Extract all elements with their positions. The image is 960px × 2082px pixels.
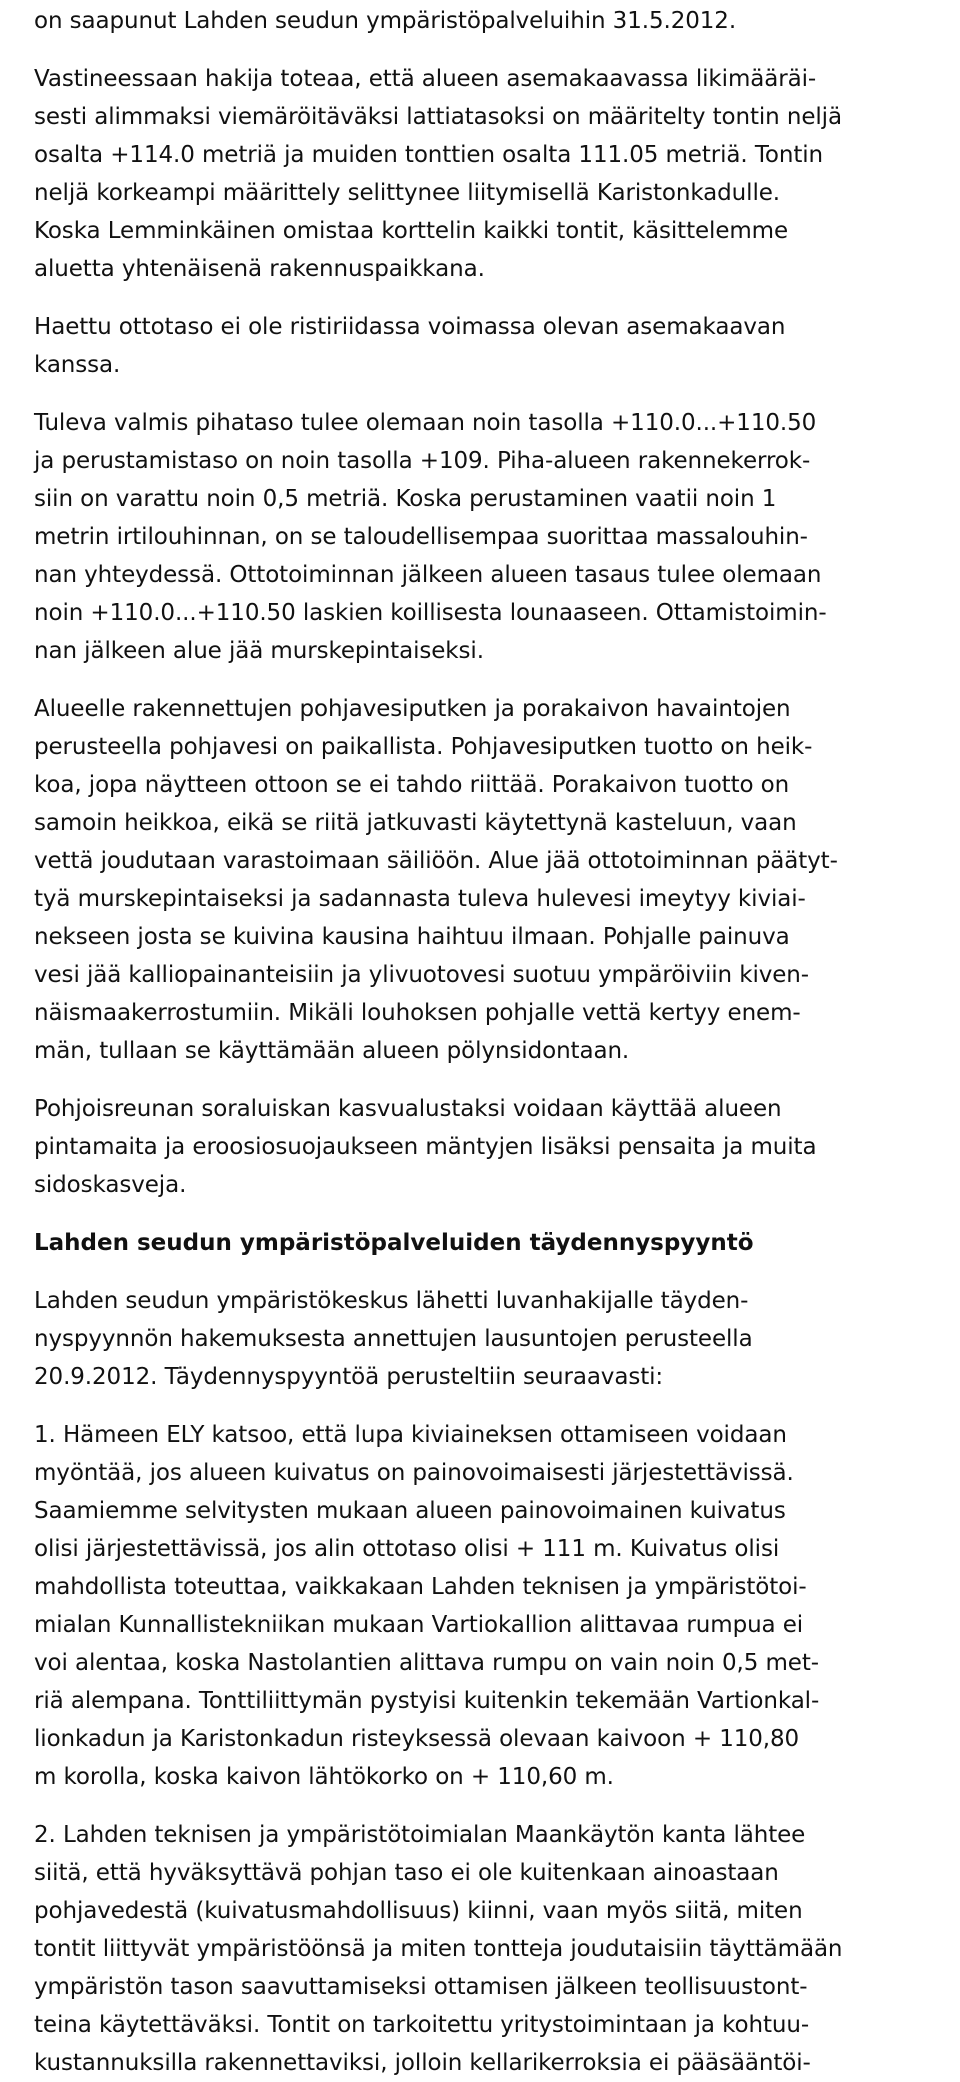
text-line: noin +110.0...+110.50 laskien koillisesta lounaaseen. Ottamistoimin-: [34, 600, 827, 626]
text-line: metrin irtilouhinnan, on se taloudellisempaa suorittaa massalouhin-: [34, 524, 808, 550]
text-line: tyä murskepintaiseksi ja sadannasta tuleva hulevesi imeytyy kiviai-: [34, 886, 806, 912]
paragraph-continuation: [34, 2, 936, 40]
text-line: Lahden seudun ympäristökeskus lähetti luvanhakijalle täyden-: [34, 1288, 749, 1314]
text-line: nan jälkeen alue jää murskepintaiseksi.: [34, 638, 484, 664]
text-line: sesti alimmaksi viemäröitäväksi lattiatasoksi on määritelty tontin neljä: [34, 104, 842, 130]
text-line: riä alempana. Tonttiliittymän pystyisi kuitenkin tekemään Vartionkal-: [34, 1688, 820, 1714]
text-line: nan yhteydessä. Ottotoiminnan jälkeen alueen tasaus tulee olemaan: [34, 562, 822, 588]
text-line: Saamiemme selvitysten mukaan alueen painovoimainen kuivatus: [34, 1498, 786, 1524]
text-line: 1. Hämeen ELY katsoo, että lupa kiviaineksen ottamiseen voidaan: [34, 1422, 787, 1448]
text-line: kustannuksilla rakennettaviksi, jolloin kellarikerroksia ei pääsääntöi-: [34, 2050, 811, 2076]
text-line: tontit liittyvät ympäristöönsä ja miten tontteja joudutaisiin täyttämään: [34, 1936, 843, 1962]
paragraph-pohjavesi: [34, 690, 936, 1070]
text-line: siitä, että hyväksyttävä pohjan taso ei ole kuitenkaan ainoastaan: [34, 1860, 779, 1886]
paragraph-soraluiska: [34, 1090, 936, 1204]
text-line: Tuleva valmis pihataso tulee olemaan noin tasolla +110.0...+110.50: [34, 410, 817, 436]
paragraph-gap: [34, 1796, 936, 1816]
text-line: Vastineessaan hakija toteaa, että alueen asemakaavassa likimääräi-: [34, 66, 817, 92]
text-line: myöntää, jos alueen kuivatus on painovoimaisesti järjestettävissä.: [34, 1460, 794, 1486]
text-line: vesi jää kalliopainanteisiin ja ylivuotovesi suotuu ympäröiviin kiven-: [34, 962, 809, 988]
paragraph-taydennyspyynto: [34, 1282, 936, 1396]
paragraph-gap: [34, 670, 936, 690]
paragraph-ottotaso: [34, 308, 936, 384]
section-heading: Lahden seudun ympäristöpalveluiden täydennyspyyntö: [34, 1230, 754, 1256]
text-line: olisi järjestettävissä, jos alin ottotaso olisi + 111 m. Kuivatus olisi: [34, 1536, 780, 1562]
text-line: 2. Lahden teknisen ja ympäristötoimialan Maankäytön kanta lähtee: [34, 1822, 806, 1848]
paragraph-gap: [34, 1204, 936, 1224]
paragraph-vastine: [34, 60, 936, 288]
text-line: kanssa.: [34, 352, 121, 378]
text-line: Alueelle rakennettujen pohjavesiputken ja porakaivon havaintojen: [34, 696, 791, 722]
text-line: osalta +114.0 metriä ja muiden tonttien osalta 111.05 metriä. Tontin: [34, 142, 824, 168]
text-line: lionkadun ja Karistonkadun risteyksessä olevaan kaivoon + 110,80: [34, 1726, 800, 1752]
text-line: 20.9.2012. Täydennyspyyntöä perusteltiin seuraavasti:: [34, 1364, 664, 1390]
text-line: näismaakerrostumiin. Mikäli louhoksen pohjalle vettä kertyy enem-: [34, 1000, 801, 1026]
paragraph-item-1: [34, 1416, 936, 1796]
text-line: nyspyynnön hakemuksesta annettujen lausuntojen perusteella: [34, 1326, 753, 1352]
text-line: m korolla, koska kaivon lähtökorko on + 110,60 m.: [34, 1764, 614, 1790]
text-line: pohjavedestä (kuivatusmahdollisuus) kiinni, vaan myös siitä, miten: [34, 1898, 803, 1924]
paragraph-gap: [34, 1396, 936, 1416]
paragraph-gap: [34, 1262, 936, 1282]
paragraph-gap: [34, 1070, 936, 1090]
text-line: on saapunut Lahden seudun ympäristöpalveluihin 31.5.2012.: [34, 8, 737, 34]
text-line: samoin heikkoa, eikä se riitä jatkuvasti käytettynä kasteluun, vaan: [34, 810, 797, 836]
text-line: Haettu ottotaso ei ole ristiriidassa voimassa olevan asemakaavan: [34, 314, 786, 340]
text-line: vettä joudutaan varastoimaan säiliöön. Alue jää ottotoiminnan päätyt-: [34, 848, 838, 874]
text-line: voi alentaa, koska Nastolantien alittava rumpu on vain noin 0,5 met-: [34, 1650, 819, 1676]
text-line: nekseen josta se kuivina kausina haihtuu ilmaan. Pohjalle painuva: [34, 924, 790, 950]
text-line: siin on varattu noin 0,5 metriä. Koska perustaminen vaatii noin 1: [34, 486, 777, 512]
paragraph-pihataso: [34, 404, 936, 670]
text-line: ja perustamistaso on noin tasolla +109. Piha-alueen rakennekerrok-: [34, 448, 811, 474]
text-line: aluetta yhtenäisenä rakennuspaikkana.: [34, 256, 485, 282]
text-line: pintamaita ja eroosiosuojaukseen mäntyjen lisäksi pensaita ja muita: [34, 1134, 817, 1160]
paragraph-gap: [34, 40, 936, 60]
text-line: neljä korkeampi määrittely selittynee liitymisellä Karistonkadulle.: [34, 180, 780, 206]
text-line: män, tullaan se käyttämään alueen pölynsidontaan.: [34, 1038, 630, 1064]
text-line: mahdollista toteuttaa, vaikkakaan Lahden teknisen ja ympäristötoi-: [34, 1574, 807, 1600]
text-line: Koska Lemminkäinen omistaa korttelin kaikki tontit, käsittelemme: [34, 218, 789, 244]
paragraph-gap: [34, 384, 936, 404]
text-line: mialan Kunnallistekniikan mukaan Vartiokallion alittavaa rumpua ei: [34, 1612, 804, 1638]
text-line: koa, jopa näytteen ottoon se ei tahdo riittää. Porakaivon tuotto on: [34, 772, 790, 798]
text-line: sidoskasveja.: [34, 1172, 187, 1198]
text-line: teina käytettäväksi. Tontit on tarkoitettu yritystoimintaan ja kohtuu-: [34, 2012, 810, 2038]
text-line: ympäristön tason saavuttamiseksi ottamisen jälkeen teollisuustont-: [34, 1974, 808, 2000]
text-line: perusteella pohjavesi on paikallista. Pohjavesiputken tuotto on heik-: [34, 734, 813, 760]
paragraph-item-2: [34, 1816, 936, 2082]
text-line: Pohjoisreunan soraluiskan kasvualustaksi voidaan käyttää alueen: [34, 1096, 782, 1122]
paragraph-gap: [34, 288, 936, 308]
